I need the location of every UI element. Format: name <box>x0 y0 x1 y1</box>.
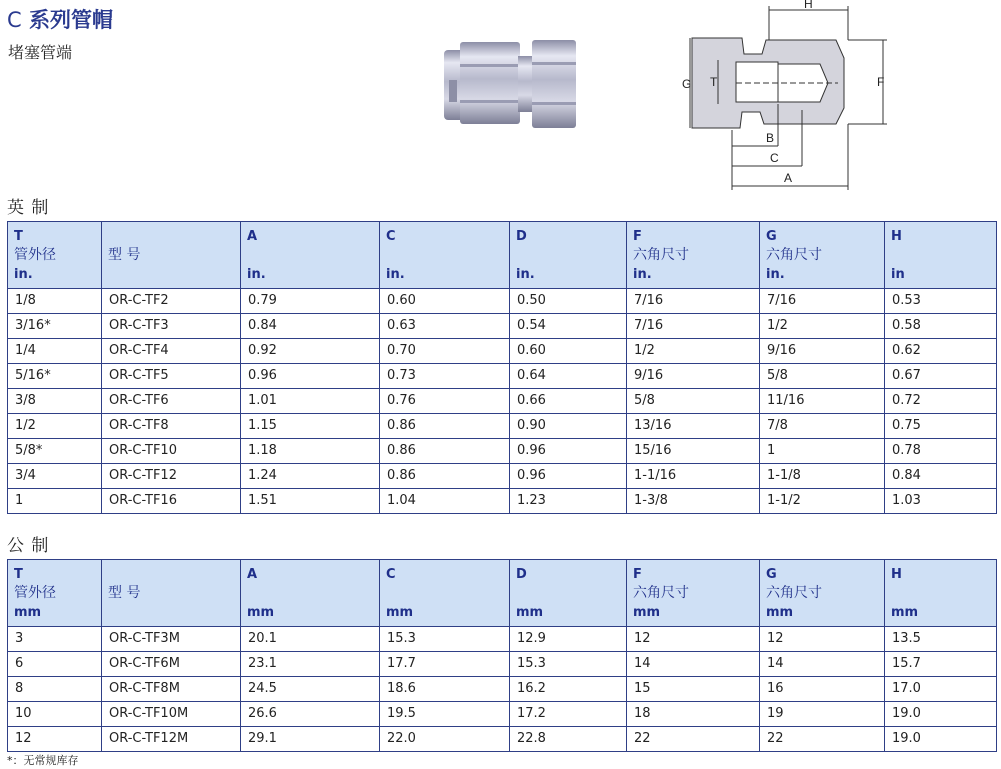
table-cell: 1.03 <box>885 489 997 514</box>
table-cell: 1.04 <box>380 489 510 514</box>
table-row <box>8 702 997 727</box>
table-cell: 0.70 <box>380 339 510 364</box>
drawing-label-t: T <box>710 75 718 89</box>
table-cell: 12 <box>627 627 760 652</box>
table-cell: 17.0 <box>885 677 997 702</box>
table-cell: 1-3/8 <box>627 489 760 514</box>
table-cell: 3/4 <box>8 464 102 489</box>
table-cell: 17.7 <box>380 652 510 677</box>
table-cell: 0.96 <box>510 464 627 489</box>
table-cell: 1/8 <box>8 289 102 314</box>
table-cell: 7/16 <box>760 289 885 314</box>
table-cell: 29.1 <box>241 727 380 752</box>
table-cell: 18 <box>627 702 760 727</box>
metric-header-t: T 管外径 mm <box>8 560 102 627</box>
table-cell: OR-C-TF4 <box>102 339 241 364</box>
metric-table-body <box>8 627 997 752</box>
table-cell: 0.86 <box>380 414 510 439</box>
table-row <box>8 364 997 389</box>
table-row <box>8 677 997 702</box>
table-cell: 3/16* <box>8 314 102 339</box>
imperial-header-t: T 管外径 in. <box>8 222 102 289</box>
imperial-header-model: 型 号 <box>102 222 241 289</box>
table-cell: 22 <box>627 727 760 752</box>
table-cell: 18.6 <box>380 677 510 702</box>
imperial-header-h: H in <box>885 222 997 289</box>
table-cell: 16 <box>760 677 885 702</box>
table-cell: 1.24 <box>241 464 380 489</box>
table-cell: 0.79 <box>241 289 380 314</box>
table-row <box>8 439 997 464</box>
table-cell: 20.1 <box>241 627 380 652</box>
imperial-header-c: C in. <box>380 222 510 289</box>
drawing-label-a: A <box>784 171 793 185</box>
table-cell: 0.54 <box>510 314 627 339</box>
table-cell: 0.76 <box>380 389 510 414</box>
metric-table <box>7 559 997 752</box>
table-cell: 1.23 <box>510 489 627 514</box>
table-cell: 12 <box>8 727 102 752</box>
title-series-letter: C <box>7 8 22 32</box>
imperial-header-row <box>8 222 997 289</box>
table-cell: OR-C-TF6 <box>102 389 241 414</box>
table-cell: 5/8* <box>8 439 102 464</box>
table-cell: 0.92 <box>241 339 380 364</box>
table-cell: 1-1/8 <box>760 464 885 489</box>
table-row <box>8 289 997 314</box>
table-cell: OR-C-TF10M <box>102 702 241 727</box>
table-cell: 15 <box>627 677 760 702</box>
imperial-header-d: D in. <box>510 222 627 289</box>
table-cell: 0.60 <box>510 339 627 364</box>
table-row <box>8 464 997 489</box>
table-cell: 14 <box>627 652 760 677</box>
table-cell: 1/2 <box>760 314 885 339</box>
table-cell: OR-C-TF5 <box>102 364 241 389</box>
cross-section-drawing <box>678 0 893 192</box>
table-cell: 22.8 <box>510 727 627 752</box>
metric-header-a: A mm <box>241 560 380 627</box>
table-cell: 19.0 <box>885 702 997 727</box>
page-subtitle: 堵塞管端 <box>8 43 73 62</box>
imperial-table <box>7 221 997 514</box>
table-row <box>8 339 997 364</box>
imperial-header-f: F 六角尺寸 in. <box>627 222 760 289</box>
table-cell: 1-1/2 <box>760 489 885 514</box>
table-cell: OR-C-TF6M <box>102 652 241 677</box>
metric-header-f: F 六角尺寸 mm <box>627 560 760 627</box>
table-cell: 0.75 <box>885 414 997 439</box>
table-cell: 24.5 <box>241 677 380 702</box>
table-cell: 19.0 <box>885 727 997 752</box>
table-cell: 1.01 <box>241 389 380 414</box>
table-row <box>8 389 997 414</box>
table-cell: 1.51 <box>241 489 380 514</box>
imperial-header-g: G 六角尺寸 in. <box>760 222 885 289</box>
table-cell: 26.6 <box>241 702 380 727</box>
table-cell: 0.63 <box>380 314 510 339</box>
table-cell: 23.1 <box>241 652 380 677</box>
metric-header-g: G 六角尺寸 mm <box>760 560 885 627</box>
table-cell: 1.15 <box>241 414 380 439</box>
table-cell: 11/16 <box>760 389 885 414</box>
table-cell: OR-C-TF3 <box>102 314 241 339</box>
table-cell: 1.18 <box>241 439 380 464</box>
table-cell: OR-C-TF10 <box>102 439 241 464</box>
table-cell: 0.73 <box>380 364 510 389</box>
footnote: *：无常规库存 <box>7 754 79 767</box>
table-cell: 12.9 <box>510 627 627 652</box>
imperial-section-title: 英 制 <box>7 198 50 218</box>
table-cell: 1/4 <box>8 339 102 364</box>
table-cell: 9/16 <box>760 339 885 364</box>
table-cell: 15/16 <box>627 439 760 464</box>
table-cell: 12 <box>760 627 885 652</box>
table-cell: 0.86 <box>380 464 510 489</box>
table-cell: 14 <box>760 652 885 677</box>
table-cell: 0.67 <box>885 364 997 389</box>
drawing-label-h: H <box>804 0 813 11</box>
table-cell: 0.50 <box>510 289 627 314</box>
metric-header-model: 型 号 <box>102 560 241 627</box>
table-cell: 1 <box>8 489 102 514</box>
table-row <box>8 727 997 752</box>
table-cell: 0.86 <box>380 439 510 464</box>
product-photo <box>436 34 578 132</box>
table-cell: 15.3 <box>510 652 627 677</box>
table-cell: 3 <box>8 627 102 652</box>
metric-header-c: C mm <box>380 560 510 627</box>
table-cell: 0.62 <box>885 339 997 364</box>
table-cell: 1 <box>760 439 885 464</box>
table-row <box>8 652 997 677</box>
table-cell: 17.2 <box>510 702 627 727</box>
table-row <box>8 627 997 652</box>
table-cell: 8 <box>8 677 102 702</box>
drawing-label-f: F <box>877 75 885 89</box>
table-cell: 0.96 <box>510 439 627 464</box>
table-cell: 15.3 <box>380 627 510 652</box>
table-row <box>8 314 997 339</box>
table-cell: 0.58 <box>885 314 997 339</box>
table-cell: OR-C-TF8 <box>102 414 241 439</box>
metric-header-h: H mm <box>885 560 997 627</box>
table-cell: 15.7 <box>885 652 997 677</box>
metric-section-title: 公 制 <box>7 536 50 556</box>
page-title <box>7 4 113 34</box>
drawing-label-g: G <box>682 77 692 91</box>
table-cell: OR-C-TF3M <box>102 627 241 652</box>
table-cell: 1/2 <box>627 339 760 364</box>
table-row <box>8 414 997 439</box>
table-cell: 5/16* <box>8 364 102 389</box>
table-cell: OR-C-TF12M <box>102 727 241 752</box>
table-cell: 19 <box>760 702 885 727</box>
table-cell: 16.2 <box>510 677 627 702</box>
table-cell: 7/16 <box>627 289 760 314</box>
table-cell: 0.96 <box>241 364 380 389</box>
drawing-label-c: C <box>770 151 779 165</box>
metric-header-row <box>8 560 997 627</box>
table-cell: 0.84 <box>241 314 380 339</box>
table-cell: 22 <box>760 727 885 752</box>
table-cell: 10 <box>8 702 102 727</box>
table-cell: 0.66 <box>510 389 627 414</box>
table-cell: 0.84 <box>885 464 997 489</box>
table-cell: OR-C-TF2 <box>102 289 241 314</box>
imperial-table-body <box>8 289 997 514</box>
table-cell: 9/16 <box>627 364 760 389</box>
table-cell: 13/16 <box>627 414 760 439</box>
table-cell: 0.72 <box>885 389 997 414</box>
table-cell: 13.5 <box>885 627 997 652</box>
table-cell: 22.0 <box>380 727 510 752</box>
table-cell: OR-C-TF8M <box>102 677 241 702</box>
table-cell: OR-C-TF16 <box>102 489 241 514</box>
table-cell: 1-1/16 <box>627 464 760 489</box>
table-cell: 3/8 <box>8 389 102 414</box>
table-cell: 0.90 <box>510 414 627 439</box>
table-cell: 0.60 <box>380 289 510 314</box>
table-cell: 5/8 <box>627 389 760 414</box>
metric-header-d: D mm <box>510 560 627 627</box>
table-cell: 19.5 <box>380 702 510 727</box>
table-cell: 0.78 <box>885 439 997 464</box>
table-row <box>8 489 997 514</box>
table-cell: 7/16 <box>627 314 760 339</box>
table-cell: 5/8 <box>760 364 885 389</box>
table-cell: 1/2 <box>8 414 102 439</box>
title-series-name: 系列管帽 <box>28 8 113 32</box>
table-cell: 0.64 <box>510 364 627 389</box>
table-cell: OR-C-TF12 <box>102 464 241 489</box>
drawing-label-b: B <box>766 131 775 145</box>
table-cell: 6 <box>8 652 102 677</box>
imperial-header-a: A in. <box>241 222 380 289</box>
table-cell: 7/8 <box>760 414 885 439</box>
table-cell: 0.53 <box>885 289 997 314</box>
